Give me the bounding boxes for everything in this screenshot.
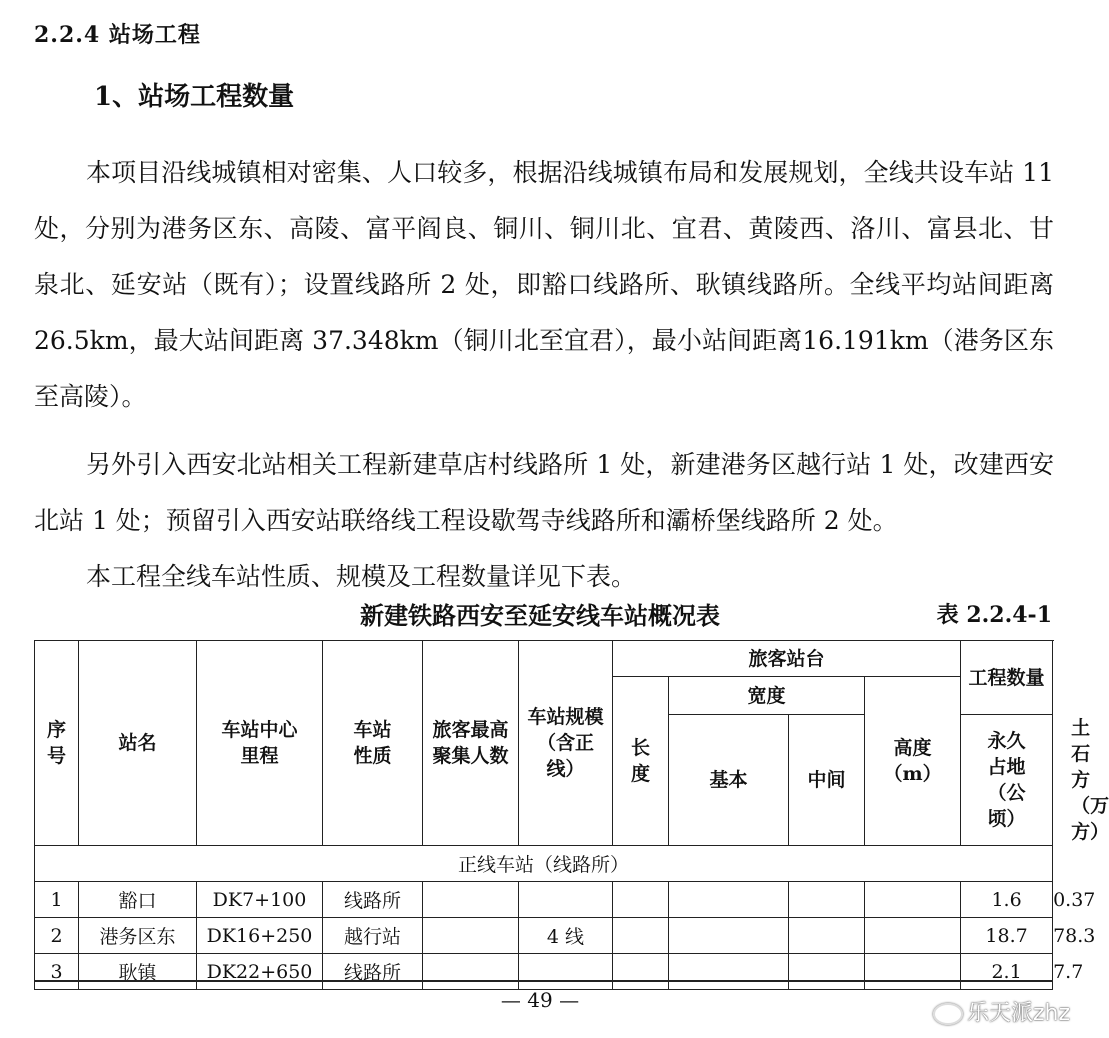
cell-name: 耿镇	[79, 954, 197, 990]
cell-width-middle	[789, 882, 865, 918]
header-seq: 序号	[35, 641, 79, 846]
bottom-rule	[34, 980, 1052, 982]
paragraph-additional-works: 另外引入西安北站相关工程新建草店村线路所 1 处，新建港务区越行站 1 处，改建西安北站 1 处；预留引入西安站联络线工程设歇驾寺线路所和灞桥堡线路所 2 处。	[34, 450, 1054, 535]
cell-width-middle	[789, 954, 865, 990]
cell-seq: 2	[35, 918, 79, 954]
header-height: 高度（m）	[865, 677, 961, 846]
cell-nature: 线路所	[323, 954, 423, 990]
cell-mileage: DK22+650	[197, 954, 323, 990]
cell-land: 18.7	[961, 918, 1053, 954]
page-number: — 49 —	[500, 988, 580, 1012]
header-width-middle: 中间	[789, 715, 865, 846]
table-row: 3 耿镇 DK22+650 线路所 2.1 7.7	[35, 954, 1053, 990]
header-nature: 车站性质	[323, 641, 423, 846]
cell-name: 港务区东	[79, 918, 197, 954]
cell-height	[865, 882, 961, 918]
cell-nature: 线路所	[323, 882, 423, 918]
header-quantities: 工程数量	[961, 641, 1053, 715]
cell-land: 1.6	[961, 882, 1053, 918]
cell-width-basic	[669, 918, 789, 954]
watermark-text: 乐天派zhz	[966, 1001, 1070, 1026]
paragraph-table-reference: 本工程全线车站性质、规模及工程数量详见下表。	[86, 562, 637, 591]
subsection-title: 1、站场工程数量	[94, 82, 295, 112]
header-center-mileage: 车站中心里程	[197, 641, 323, 846]
cell-scale: 4 线	[519, 918, 613, 954]
table-number: 表 2.2.4-1	[936, 602, 1052, 628]
header-platform: 旅客站台	[613, 641, 961, 677]
cell-seq: 1	[35, 882, 79, 918]
cell-max-passengers	[423, 882, 519, 918]
cell-length	[613, 954, 669, 990]
cell-scale	[519, 882, 613, 918]
header-name: 站名	[79, 641, 197, 846]
header-max-passengers: 旅客最高聚集人数	[423, 641, 519, 846]
watermark	[933, 996, 1070, 1027]
cell-width-middle	[789, 918, 865, 954]
table-caption: 新建铁路西安至延安线车站概况表	[360, 601, 720, 630]
cell-seq: 3	[35, 954, 79, 990]
paragraph-stations-overview: 本项目沿线城镇相对密集、人口较多，根据沿线城镇布局和发展规划，全线共设车站 11 处，分别为港务区东、高陵、富平阎良、铜川、铜川北、宜君、黄陵西、洛川、富县北、甘泉北、延安站（既有）；设置线路所 2 处，即豁口线路所、耿镇线路所。全线平均站间距离 26.5km，最大站间距离 37.348km（铜川北至宜君），最小站间距离16.191km（港务区东至高陵）。	[34, 158, 1054, 411]
cell-mileage: DK7+100	[197, 882, 323, 918]
cell-max-passengers	[423, 918, 519, 954]
header-length: 长度	[613, 677, 669, 846]
weibo-logo-icon	[933, 1003, 963, 1025]
header-width: 宽度	[669, 677, 865, 715]
cell-scale	[519, 954, 613, 990]
cell-length	[613, 918, 669, 954]
section-title: 2.2.4 站场工程	[34, 22, 201, 48]
header-scale: 车站规模（含正线）	[519, 641, 613, 846]
cell-height	[865, 954, 961, 990]
cell-width-basic	[669, 882, 789, 918]
table-row: 2 港务区东 DK16+250 越行站 4 线 18.7 78.3	[35, 918, 1053, 954]
cell-height	[865, 918, 961, 954]
cell-max-passengers	[423, 954, 519, 990]
table-row: 1 豁口 DK7+100 线路所 1.6 0.37	[35, 882, 1053, 918]
cell-name: 豁口	[79, 882, 197, 918]
header-width-basic: 基本	[669, 715, 789, 846]
station-overview-table: 序号 站名 车站中心里程 车站性质 旅客最高聚集人数 车站规模（含正线） 旅客站台 工程数量 长度 宽度 高度（m） 基本 中间 永久占地（公顷） 土石方（万方） 正线车站（线路所） 1 豁口 DK7+100 线路所 1.6 0.37 2 港务区东 DK16+250 越行站 4 线 18.7 78.3 3 耿镇 DK22+650 线路所 2.1 7.7	[34, 640, 1053, 990]
cell-nature: 越行站	[323, 918, 423, 954]
header-land: 永久占地（公顷）	[961, 715, 1053, 846]
cell-length	[613, 882, 669, 918]
cell-mileage: DK16+250	[197, 918, 323, 954]
group-label-mainline: 正线车站（线路所）	[35, 846, 1053, 882]
cell-land: 2.1	[961, 954, 1053, 990]
cell-width-basic	[669, 954, 789, 990]
